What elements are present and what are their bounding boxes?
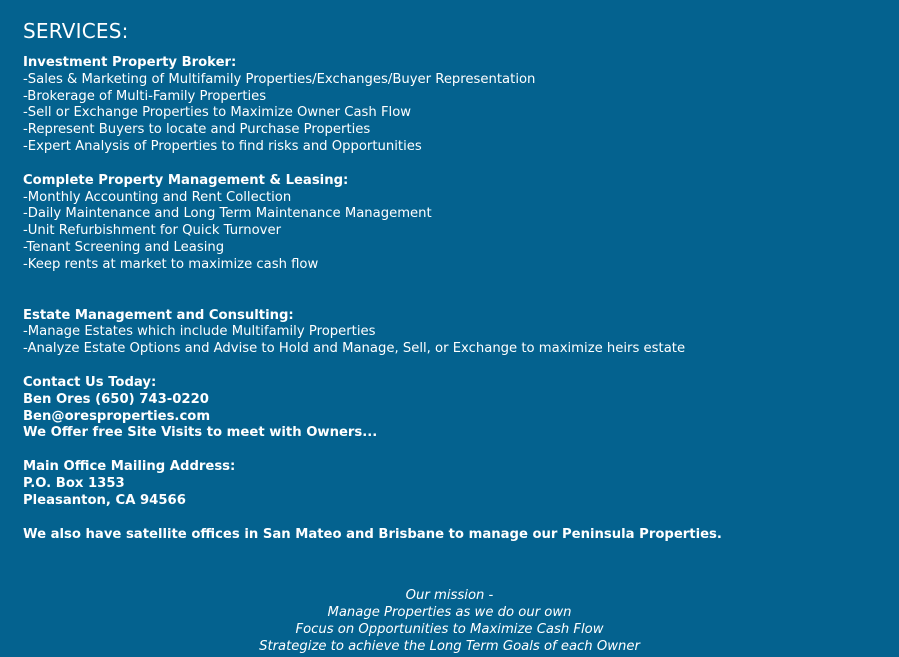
broker-heading: Investment Property Broker: bbox=[23, 55, 237, 70]
management-item: -Unit Refurbishment for Quick Turnover bbox=[23, 223, 282, 239]
mission-line: Manage Properties as we do our own bbox=[327, 605, 572, 620]
broker-item: -Sell or Exchange Properties to Maximize Owner Cash Flow bbox=[23, 105, 412, 121]
management-item: -Tenant Screening and Leasing bbox=[23, 239, 225, 255]
mission-statement bbox=[0, 587, 899, 655]
contact-name-phone: Ben Ores (650) 743-0220 bbox=[23, 391, 209, 407]
address-section bbox=[23, 459, 883, 509]
estate-heading: Estate Management and Consulting: bbox=[23, 307, 294, 323]
broker-item: -Represent Buyers to locate and Purchase Properties bbox=[23, 122, 371, 138]
address-po-box: P.O. Box 1353 bbox=[23, 475, 125, 491]
page-title: SERVICES: bbox=[23, 19, 129, 43]
contact-site-visits: We Offer free Site Visits to meet with Owners... bbox=[23, 425, 378, 441]
address-city: Pleasanton, CA 94566 bbox=[23, 492, 186, 508]
broker-section bbox=[23, 55, 883, 156]
contact-email[interactable]: Ben@oresproperties.com bbox=[23, 408, 211, 424]
management-heading: Complete Property Management & Leasing: bbox=[23, 172, 349, 188]
management-item: -Monthly Accounting and Rent Collection bbox=[23, 189, 292, 205]
broker-item: -Sales & Marketing of Multifamily Properties/Exchanges/Buyer Representation bbox=[23, 71, 536, 87]
broker-item: -Brokerage of Multi-Family Properties bbox=[23, 88, 267, 104]
management-item: -Keep rents at market to maximize cash flow bbox=[23, 256, 319, 272]
mission-title: Our mission - bbox=[405, 588, 494, 603]
services-page bbox=[23, 0, 883, 543]
estate-item: -Analyze Estate Options and Advise to Hold and Manage, Sell, or Exchange to maximize heirs estate bbox=[23, 341, 686, 357]
estate-section bbox=[23, 308, 883, 358]
satellite-offices-note: We also have satellite offices in San Mateo and Brisbane to manage our Peninsula Properties. bbox=[23, 526, 722, 542]
mission-line: Strategize to achieve the Long Term Goals of each Owner bbox=[259, 639, 640, 654]
contact-heading: Contact Us Today: bbox=[23, 374, 157, 390]
contact-section bbox=[23, 375, 883, 442]
broker-item: -Expert Analysis of Properties to find risks and Opportunities bbox=[23, 138, 422, 154]
address-heading: Main Office Mailing Address: bbox=[23, 459, 236, 475]
management-item: -Daily Maintenance and Long Term Maintenance Management bbox=[23, 206, 432, 222]
mission-line: Focus on Opportunities to Maximize Cash Flow bbox=[295, 622, 604, 637]
estate-item: -Manage Estates which include Multifamily Properties bbox=[23, 324, 376, 340]
management-section bbox=[23, 173, 883, 274]
